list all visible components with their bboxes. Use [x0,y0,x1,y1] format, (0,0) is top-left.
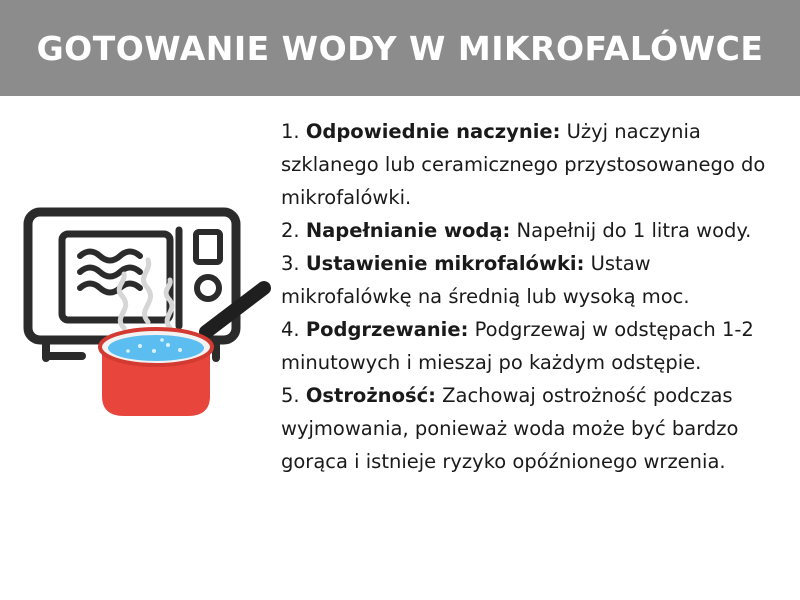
illustration-svg [20,200,280,425]
step-title: Ostrożność: [305,384,436,407]
step-text: Napełnij do 1 litra wody. [516,219,752,242]
step-number: 2. [281,219,300,242]
instruction-list [281,115,781,478]
step-number: 4. [281,318,300,341]
step-number: 5. [281,384,300,407]
step-text: Użyj naczynia szklanego lub ceramicznego przystosowanego do mikrofalówki. [281,120,766,209]
step-title: Podgrzewanie: [305,318,469,341]
step-text: Zachowaj ostrożność podczas wyjmowania, ponieważ woda może być bardzo gorąca i istnieje ryzyko opóźnionego wrzenia. [281,384,739,473]
header-bar [0,0,800,96]
step-5 [281,379,781,478]
step-title: Odpowiednie naczynie: [305,120,561,143]
microwave-illustration [20,200,280,425]
step-text: Ustaw mikrofalówkę na średnią lub wysoką moc. [281,252,690,308]
page-title: GOTOWANIE WODY W MIKROFALÓWCE [36,28,764,68]
step-1 [281,115,781,214]
step-3 [281,247,781,313]
step-number: 1. [281,120,300,143]
step-title: Ustawienie mikrofalówki: [305,252,585,275]
step-number: 3. [281,252,300,275]
step-2 [281,214,781,247]
step-4 [281,313,781,379]
step-title: Napełnianie wodą: [305,219,511,242]
step-text: Podgrzewaj w odstępach 1-2 minutowych i mieszaj po każdym odstępie. [281,318,754,374]
